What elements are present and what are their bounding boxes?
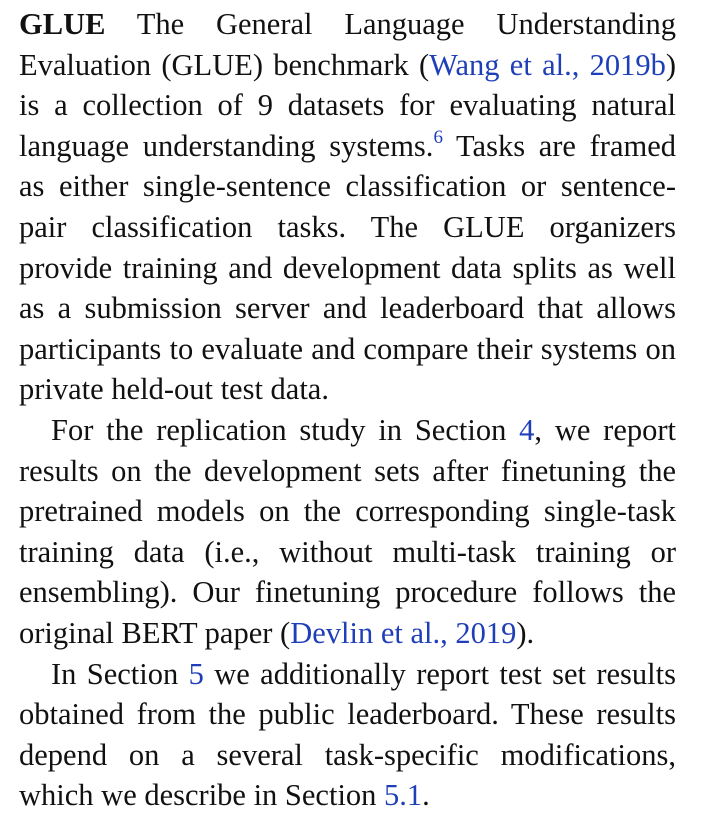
- paragraph-heading-glue: GLUE: [19, 7, 106, 41]
- section-ref-4[interactable]: 4: [519, 412, 535, 447]
- paragraph-glue: [19, 4, 676, 410]
- text-run: we additionally report test set results obtained from the public leaderboard. These results depend on a several task-specific modifications, which we describe in Section: [19, 656, 676, 813]
- citation-link-wang-2019b[interactable]: Wang et al., 2019b: [429, 47, 666, 82]
- text-run: For the replication study in Section: [51, 412, 520, 447]
- footnote-marker-6[interactable]: 6: [433, 126, 443, 148]
- text-run: .: [422, 778, 430, 813]
- text-run: ) is a collection of 9 datasets for evaluating natural language understanding systems.: [19, 47, 677, 163]
- citation-link-devlin-2019[interactable]: Devlin et al., 2019: [290, 615, 517, 650]
- paragraph-replication: [19, 410, 676, 654]
- paragraph-leaderboard: [19, 654, 676, 816]
- text-run: , we report results on the development sets after finetuning the pretrained models on the corresponding single-task training data (i.e., without multi-task training or ensembling). Our finetuning procedure follows the original BERT paper (: [19, 412, 676, 650]
- text-run: ).: [516, 615, 535, 650]
- section-ref-5[interactable]: 5: [188, 656, 204, 691]
- text-run: Tasks are framed as either single-sentence classification or sentence-pair classification tasks. The GLUE organizers provide training and development data splits as well as a submission server and leaderboard that allows participants to evaluate and compare their systems on private held-out test data.: [19, 128, 676, 407]
- section-ref-5-1[interactable]: 5.1: [384, 778, 423, 813]
- text-run: The General Language Understanding Evaluation (GLUE) benchmark (: [19, 7, 676, 82]
- text-run: In Section: [51, 656, 189, 691]
